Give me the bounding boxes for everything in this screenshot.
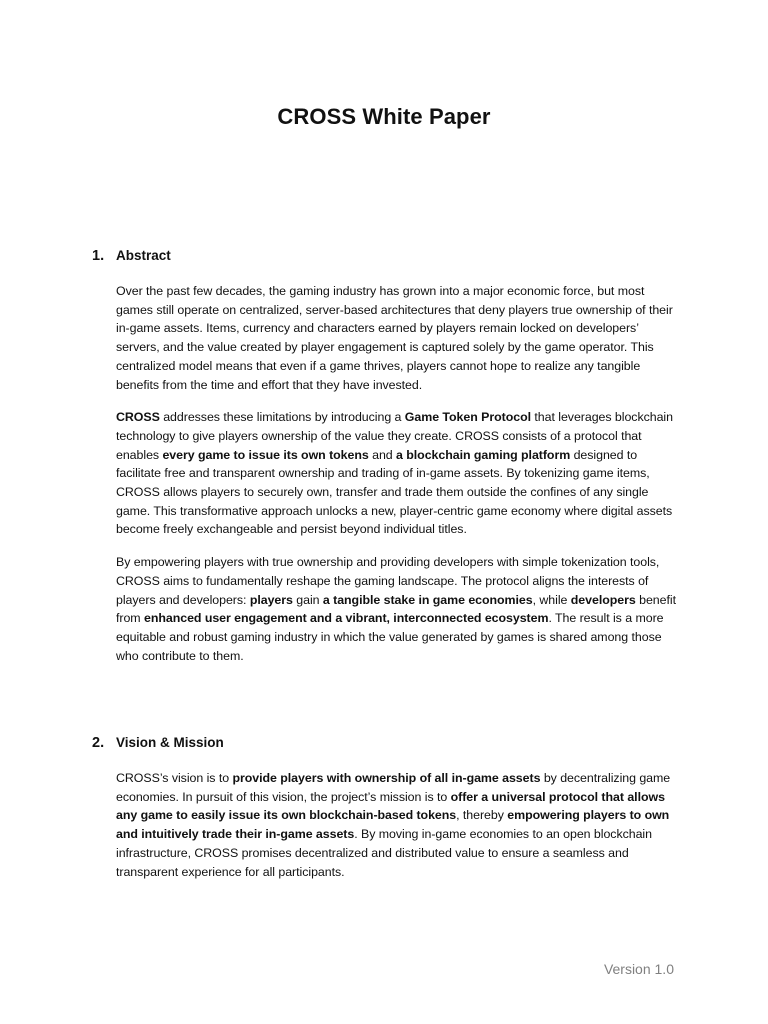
section-heading-vision-mission	[92, 735, 224, 751]
text-run: by decentralizing game economies. In pursuit of this vision, the project’s mission is to	[116, 771, 671, 804]
section-title: Vision & Mission	[116, 735, 224, 750]
bold-text-run: Game Token Protocol	[404, 410, 531, 425]
paragraph	[116, 769, 680, 881]
text-run: , while	[532, 592, 571, 607]
bold-text-run: offer a universal protocol that allows any game to easily issue its own blockchain-based tokens	[116, 789, 665, 823]
version-label: Version 1.0	[603, 961, 674, 977]
bold-text-run: empowering players to own and intuitively trade their in-game assets	[116, 808, 670, 842]
bold-text-run: CROSS	[116, 410, 160, 425]
text-run: . The result is a more equitable and robust gaming industry in which the value generated by games is shared among those who contribute to them.	[116, 611, 664, 663]
bold-text-run: players	[249, 592, 293, 607]
text-run: By empowering players with true ownership and providing developers with simple tokenization tools, CROSS aims to fundamentally reshape the gaming landscape. The protocol aligns the interests of players and developers:	[116, 555, 660, 607]
paragraph	[116, 553, 680, 665]
section-title: Abstract	[116, 248, 171, 263]
text-run: , thereby	[456, 808, 508, 823]
section-heading-abstract	[92, 248, 171, 264]
bold-text-run: a blockchain gaming platform	[396, 447, 571, 462]
text-run: benefit from	[116, 592, 676, 626]
document-title: CROSS White Paper	[277, 104, 491, 129]
paragraph	[116, 282, 680, 394]
text-run: and	[368, 447, 397, 462]
bold-text-run: developers	[570, 592, 636, 607]
text-run: gain	[292, 592, 323, 607]
bold-text-run: a tangible stake in game economies	[322, 592, 533, 607]
section-body-vision-mission	[116, 769, 680, 895]
bold-text-run: enhanced user engagement and a vibrant, interconnected ecosystem	[143, 611, 549, 626]
text-run: Over the past few decades, the gaming industry has grown into a major economic force, but most games still operate on centralized, server-based architectures that deny players true ownership of their in-game assets. Items, currency and characters earned by players remain locked on developers’ servers, and the value created by player engagement is captured solely by the game operator. This centralized model means that even if a game thrives, players cannot hope to realize any tangible benefits from the time and effort that they have invested.	[116, 284, 673, 392]
paragraph	[116, 408, 680, 539]
text-run: that leverages blockchain technology to give players ownership of the value they create. CROSS consists of a protocol that enables	[116, 410, 673, 462]
text-run: addresses these limitations by introducing a	[159, 410, 405, 425]
text-run: designed to facilitate free and transparent ownership and trading of in-game assets. By tokenizing game items, CROSS allows players to securely own, transfer and trade them outside the confines of any single game. This transformative approach unlocks a new, player-centric game economy where digital assets become freely exchangeable and persist beyond individual titles.	[116, 447, 673, 537]
text-run: . By moving in-game economies to an open blockchain infrastructure, CROSS promises decentralized and distributed value to ensure a seamless and transparent experience for all participants.	[116, 827, 652, 879]
bold-text-run: provide players with ownership of all in-game assets	[232, 771, 541, 785]
section-number: 1.	[92, 248, 105, 264]
section-number: 2.	[92, 735, 105, 751]
bold-text-run: every game to issue its own tokens	[162, 447, 369, 462]
text-run: CROSS’s vision is to	[116, 771, 233, 785]
section-body-abstract	[116, 282, 680, 679]
